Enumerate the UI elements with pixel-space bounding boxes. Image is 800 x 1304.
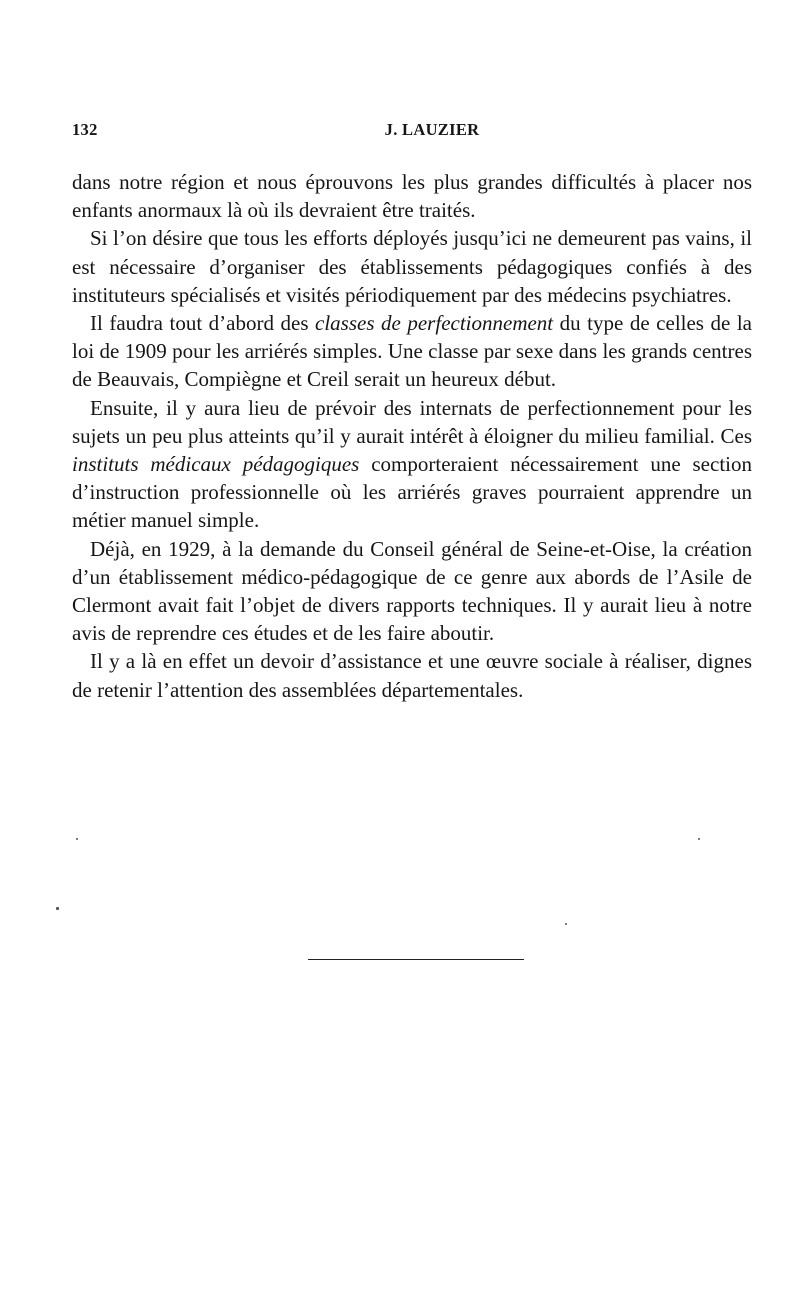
- running-head: [72, 120, 752, 144]
- paragraph-text: dans notre région et nous éprouvons les plus grandes difficultés à placer nos enfants anormaux là où ils devraient être traités.: [72, 170, 752, 223]
- paragraph: [72, 394, 752, 535]
- paragraph: [72, 168, 752, 224]
- italic-term: instituts médicaux pédagogiques: [72, 452, 360, 477]
- paragraph-text: Si l’on désire que tous les efforts déployés jusqu’ici ne demeurent pas vains, il est nécessaire d’organiser des établissements pédagogiques confiés à des instituteurs spécialisés et visités périodiquement par des médecins psychiatres.: [72, 226, 752, 307]
- italic-term: classes de perfectionnement: [315, 311, 554, 336]
- speck: [698, 838, 700, 840]
- paragraph: [72, 647, 752, 703]
- paragraph-text: Déjà, en 1929, à la demande du Conseil général de Seine-et-Oise, la création d’un établissement médico-pédagogique de ce genre aux abords de l’Asile de Clermont avait fait l’objet de divers rapports techniques. Il y aurait lieu à notre avis de reprendre ces études et de les faire aboutir.: [72, 536, 752, 646]
- speck: [76, 838, 78, 840]
- page-number: 132: [72, 120, 98, 139]
- end-rule: [308, 959, 524, 960]
- speck: [56, 907, 59, 910]
- paragraph-text: comporteraient nécessairement une section d’instruction professionnelle où les arriérés graves pourraient apprendre un métier manuel simple.: [72, 452, 752, 533]
- speck: [565, 923, 567, 925]
- paragraph-text: Il y a là en effet un devoir d’assistance et une œuvre sociale à réaliser, dignes de retenir l’attention des assemblées départementales.: [72, 649, 752, 702]
- paragraph: [72, 309, 752, 394]
- paragraph: [72, 535, 752, 648]
- running-title: J. LAUZIER: [384, 120, 480, 139]
- paragraph-text: Ensuite, il y aura lieu de prévoir des internats de perfectionnement pour les sujets un peu plus atteints qu’il y aurait intérêt à éloigner du milieu familial. Ces: [72, 395, 752, 448]
- paragraph-text: du type de celles de la loi de 1909 pour les arriérés simples. Une classe par sexe dans les grands centres de Beauvais, Compiègne et Creil serait un heureux début.: [72, 311, 752, 392]
- paragraph: [72, 224, 752, 309]
- paragraph-text: Il faudra tout d’abord des: [90, 311, 316, 336]
- body-text: [72, 168, 752, 704]
